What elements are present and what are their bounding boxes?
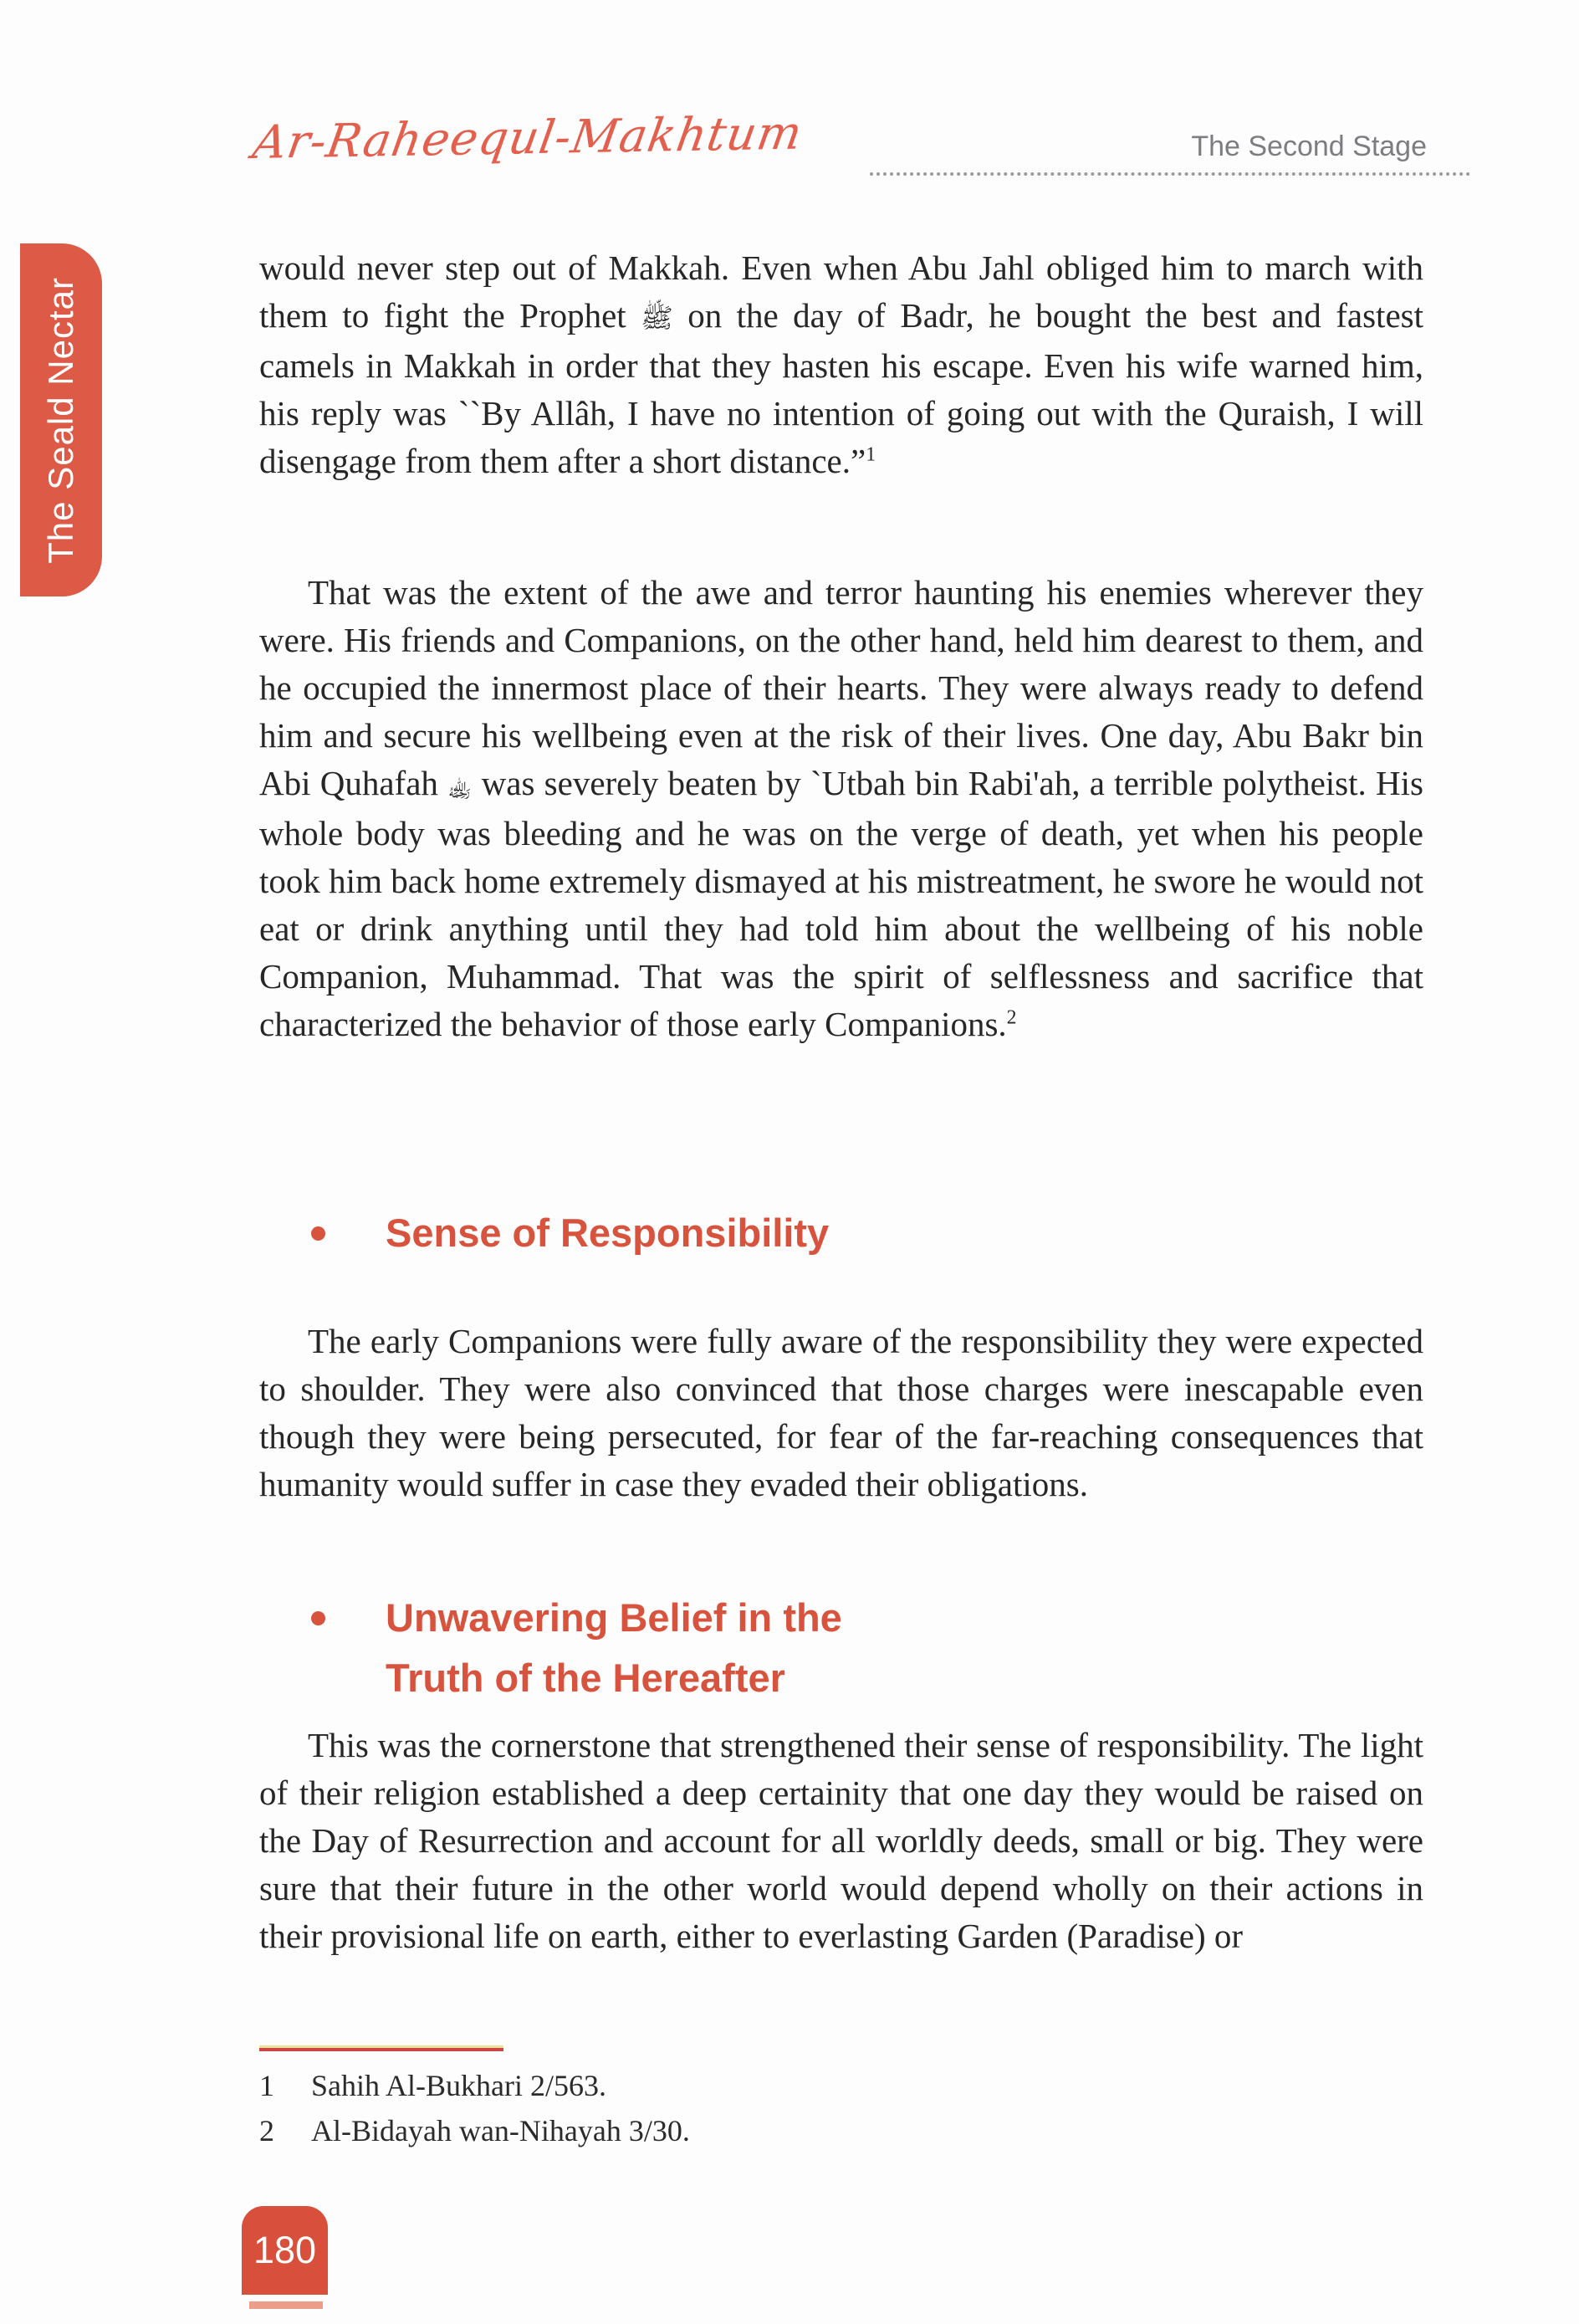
footnote-separator-rule bbox=[259, 2048, 503, 2051]
section-heading-responsibility bbox=[259, 1203, 1423, 1263]
bullet-icon bbox=[311, 1611, 325, 1625]
sidebar-edge-tab bbox=[20, 243, 102, 596]
bullet-icon bbox=[311, 1226, 325, 1241]
chapter-label: The Second Stage bbox=[1191, 131, 1427, 162]
footnote-ref-1: 1 bbox=[866, 443, 876, 466]
page-number: 180 bbox=[253, 2229, 317, 2271]
prophet-saw-symbol: ﷺ bbox=[641, 304, 673, 333]
section-heading-hereafter-label bbox=[386, 1588, 842, 1708]
paragraph-3: The early Companions were fully aware of the responsibility they were expected to shoulder. They were also convinced that those charges were inescapable even though they were being persecuted, for fear of the far-reaching consequences that humanity would suffer in case they evaded their obligations. bbox=[259, 1322, 1423, 1503]
paragraph-2 bbox=[259, 569, 1423, 1048]
book-title-script: Ar-Raheequl-Makhtum bbox=[249, 105, 807, 169]
paragraph-1-text-continued: on the day of Badr, he bought the best and fastest camels in Makkah in order that they hasten his escape. Even his wife warned him, his reply was ``By Allâh, I have no intention of going out with the Quraish, I will disengage from them after a short distance.” bbox=[259, 296, 1423, 480]
footnote-2-text: Al-Bidayah wan-Nihayah 3/30. bbox=[311, 2114, 690, 2147]
paragraph-4: This was the cornerstone that strengthened their sense of responsibility. The light of their religion established a deep certainity that one day they would be raised on the Day of Resurrection and account for all worldly deeds, small or big. They were sure that their future in the other world would depend wholly on their actions in their provisional life on earth, either to everlasting Garden (Paradise) or bbox=[259, 1726, 1423, 1955]
radiallahu-anhu-symbol: ﵀ bbox=[447, 771, 473, 801]
sidebar-tab-label: The Seald Nectar bbox=[41, 276, 80, 564]
footnote-1-text: Sahih Al-Bukhari 2/563. bbox=[311, 2069, 606, 2102]
footnote-2 bbox=[259, 2108, 1423, 2153]
footnote-1 bbox=[259, 2063, 1423, 2108]
section-heading-hereafter bbox=[259, 1588, 1423, 1708]
paragraph-1-text: would never step out of Makkah. Even when Abu Jahl obliged him to march with them to fight the Prophet bbox=[259, 248, 1423, 335]
page-badge-strip bbox=[249, 2301, 323, 2309]
paragraph-1 bbox=[259, 244, 1423, 485]
footnotes-block bbox=[259, 2048, 1423, 2153]
footnote-ref-2: 2 bbox=[1006, 1006, 1017, 1029]
page-number-badge bbox=[242, 2206, 328, 2295]
header-dotted-rule bbox=[870, 149, 1470, 176]
footnote-2-number: 2 bbox=[259, 2114, 274, 2147]
heading-line-1: Unwavering Belief in the bbox=[386, 1595, 842, 1640]
paragraph-2-text: That was the extent of the awe and terror haunting his enemies wherever they were. His friends and Companions, on the other hand, held him dearest to them, and he occupied the innermost place of their hearts. They were always ready to defend him and secure his wellbeing even at the risk of their lives. One day, Abu Bakr bin Abi Quhafah bbox=[259, 573, 1423, 802]
paragraph-2-text-continued: was severely beaten by `Utbah bin Rabi'ah, a terrible polytheist. His whole body was bleeding and he was on the verge of death, yet when his people took him back home extremely dismayed at his mistreatment, he swore he would not eat or drink anything until they had told him about the wellbeing of his noble Companion, Muhammad. That was the spirit of selflessness and sacrifice that characterized the behavior of those early Companions. bbox=[259, 764, 1423, 1043]
section-heading-responsibility-label: Sense of Responsibility bbox=[386, 1211, 830, 1255]
heading-line-2: Truth of the Hereafter bbox=[386, 1656, 785, 1700]
footnote-1-number: 1 bbox=[259, 2069, 274, 2102]
